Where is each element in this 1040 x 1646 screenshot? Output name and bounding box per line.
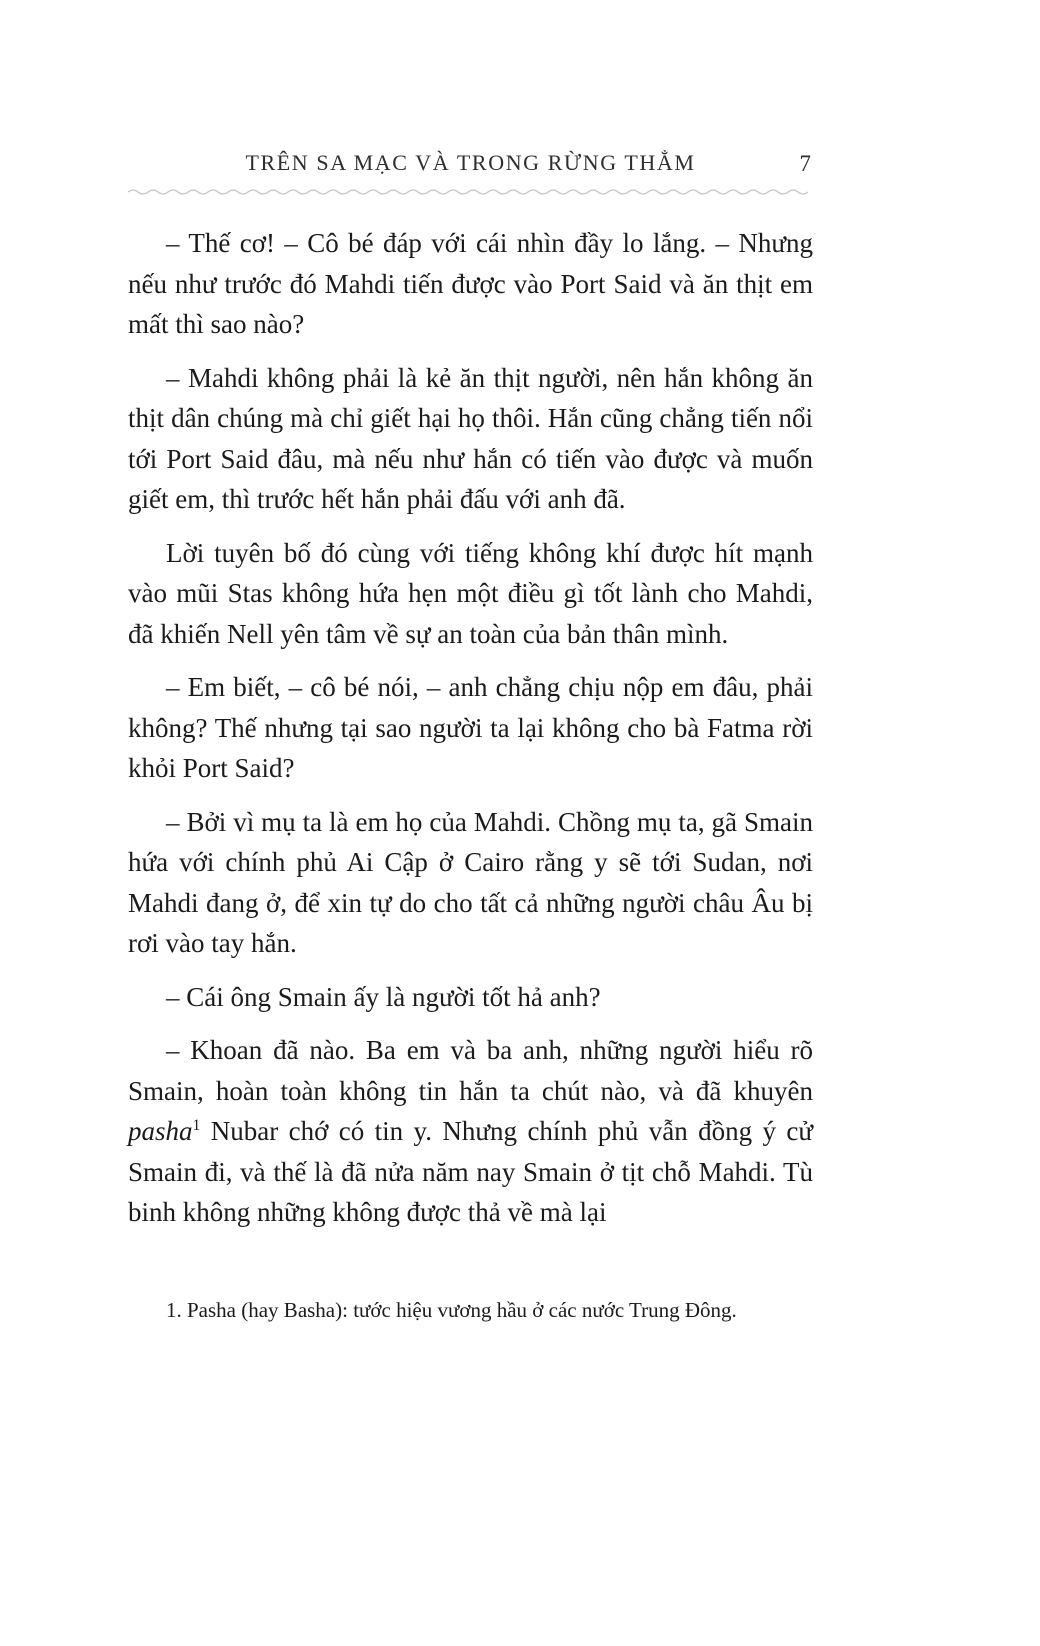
paragraph-7-text-start: – Khoan đã nào. Ba em và ba anh, những người hiểu rõ Smain, hoàn toàn không tin hắn ta chút nào, và đã khuyên bbox=[128, 1035, 813, 1106]
page-number: 7 bbox=[799, 151, 811, 176]
paragraph-7 bbox=[128, 1030, 813, 1233]
page-body bbox=[128, 223, 813, 1325]
paragraph-4: – Em biết, – cô bé nói, – anh chẳng chịu nộp em đâu, phải không? Thế nhưng tại sao người ta lại không cho bà Fatma rời khỏi Port Said? bbox=[128, 672, 813, 783]
paragraph-5: – Bởi vì mụ ta là em họ của Mahdi. Chồng mụ ta, gã Smain hứa với chính phủ Ai Cập ở Cairo rằng y sẽ tới Sudan, nơi Mahdi đang ở, để xin tự do cho tất cả những người châu Âu bị rơi vào tay hắn. bbox=[128, 806, 813, 958]
paragraph-6: – Cái ông Smain ấy là người tốt hả anh? bbox=[166, 981, 601, 1012]
footnote-reference: 1 bbox=[192, 1117, 201, 1134]
italic-term-pasha: pasha bbox=[128, 1116, 193, 1146]
paragraph-2: – Mahdi không phải là kẻ ăn thịt người, nên hắn không ăn thịt dân chúng mà chỉ giết hại họ thôi. Hắn cũng chẳng tiến nổi tới Port Said đâu, mà nếu như hắn có tiến vào được và muốn giết em, thì trước hết hắn phải đấu với anh đã. bbox=[128, 362, 813, 514]
paragraph-3: Lời tuyên bố đó cùng với tiếng không khí được hít mạnh vào mũi Stas không hứa hẹn một điều gì tốt lành cho Mahdi, đã khiến Nell yên tâm về sự an toàn của bản thân mình. bbox=[128, 537, 813, 649]
header-divider-wave bbox=[128, 187, 813, 197]
running-title: TRÊN SA MẠC VÀ TRONG RỪNG THẲM bbox=[245, 150, 696, 175]
paragraph-1: – Thế cơ! – Cô bé đáp với cái nhìn đầy lo lắng. – Nhưng nếu như trước đó Mahdi tiến được vào Port Said và ăn thịt em mất thì sao nào? bbox=[128, 228, 813, 339]
footnote: 1. Pasha (hay Basha): tước hiệu vương hầu ở các nước Trung Đông. bbox=[166, 1297, 737, 1322]
paragraph-7-text-end: Nubar chớ có tin y. Nhưng chính phủ vẫn đồng ý cử Smain đi, và thế là đã nửa năm nay Smain ở tịt chỗ Mahdi. Tù binh không những không được thả về mà lại bbox=[128, 1116, 813, 1227]
page-header bbox=[128, 150, 813, 180]
